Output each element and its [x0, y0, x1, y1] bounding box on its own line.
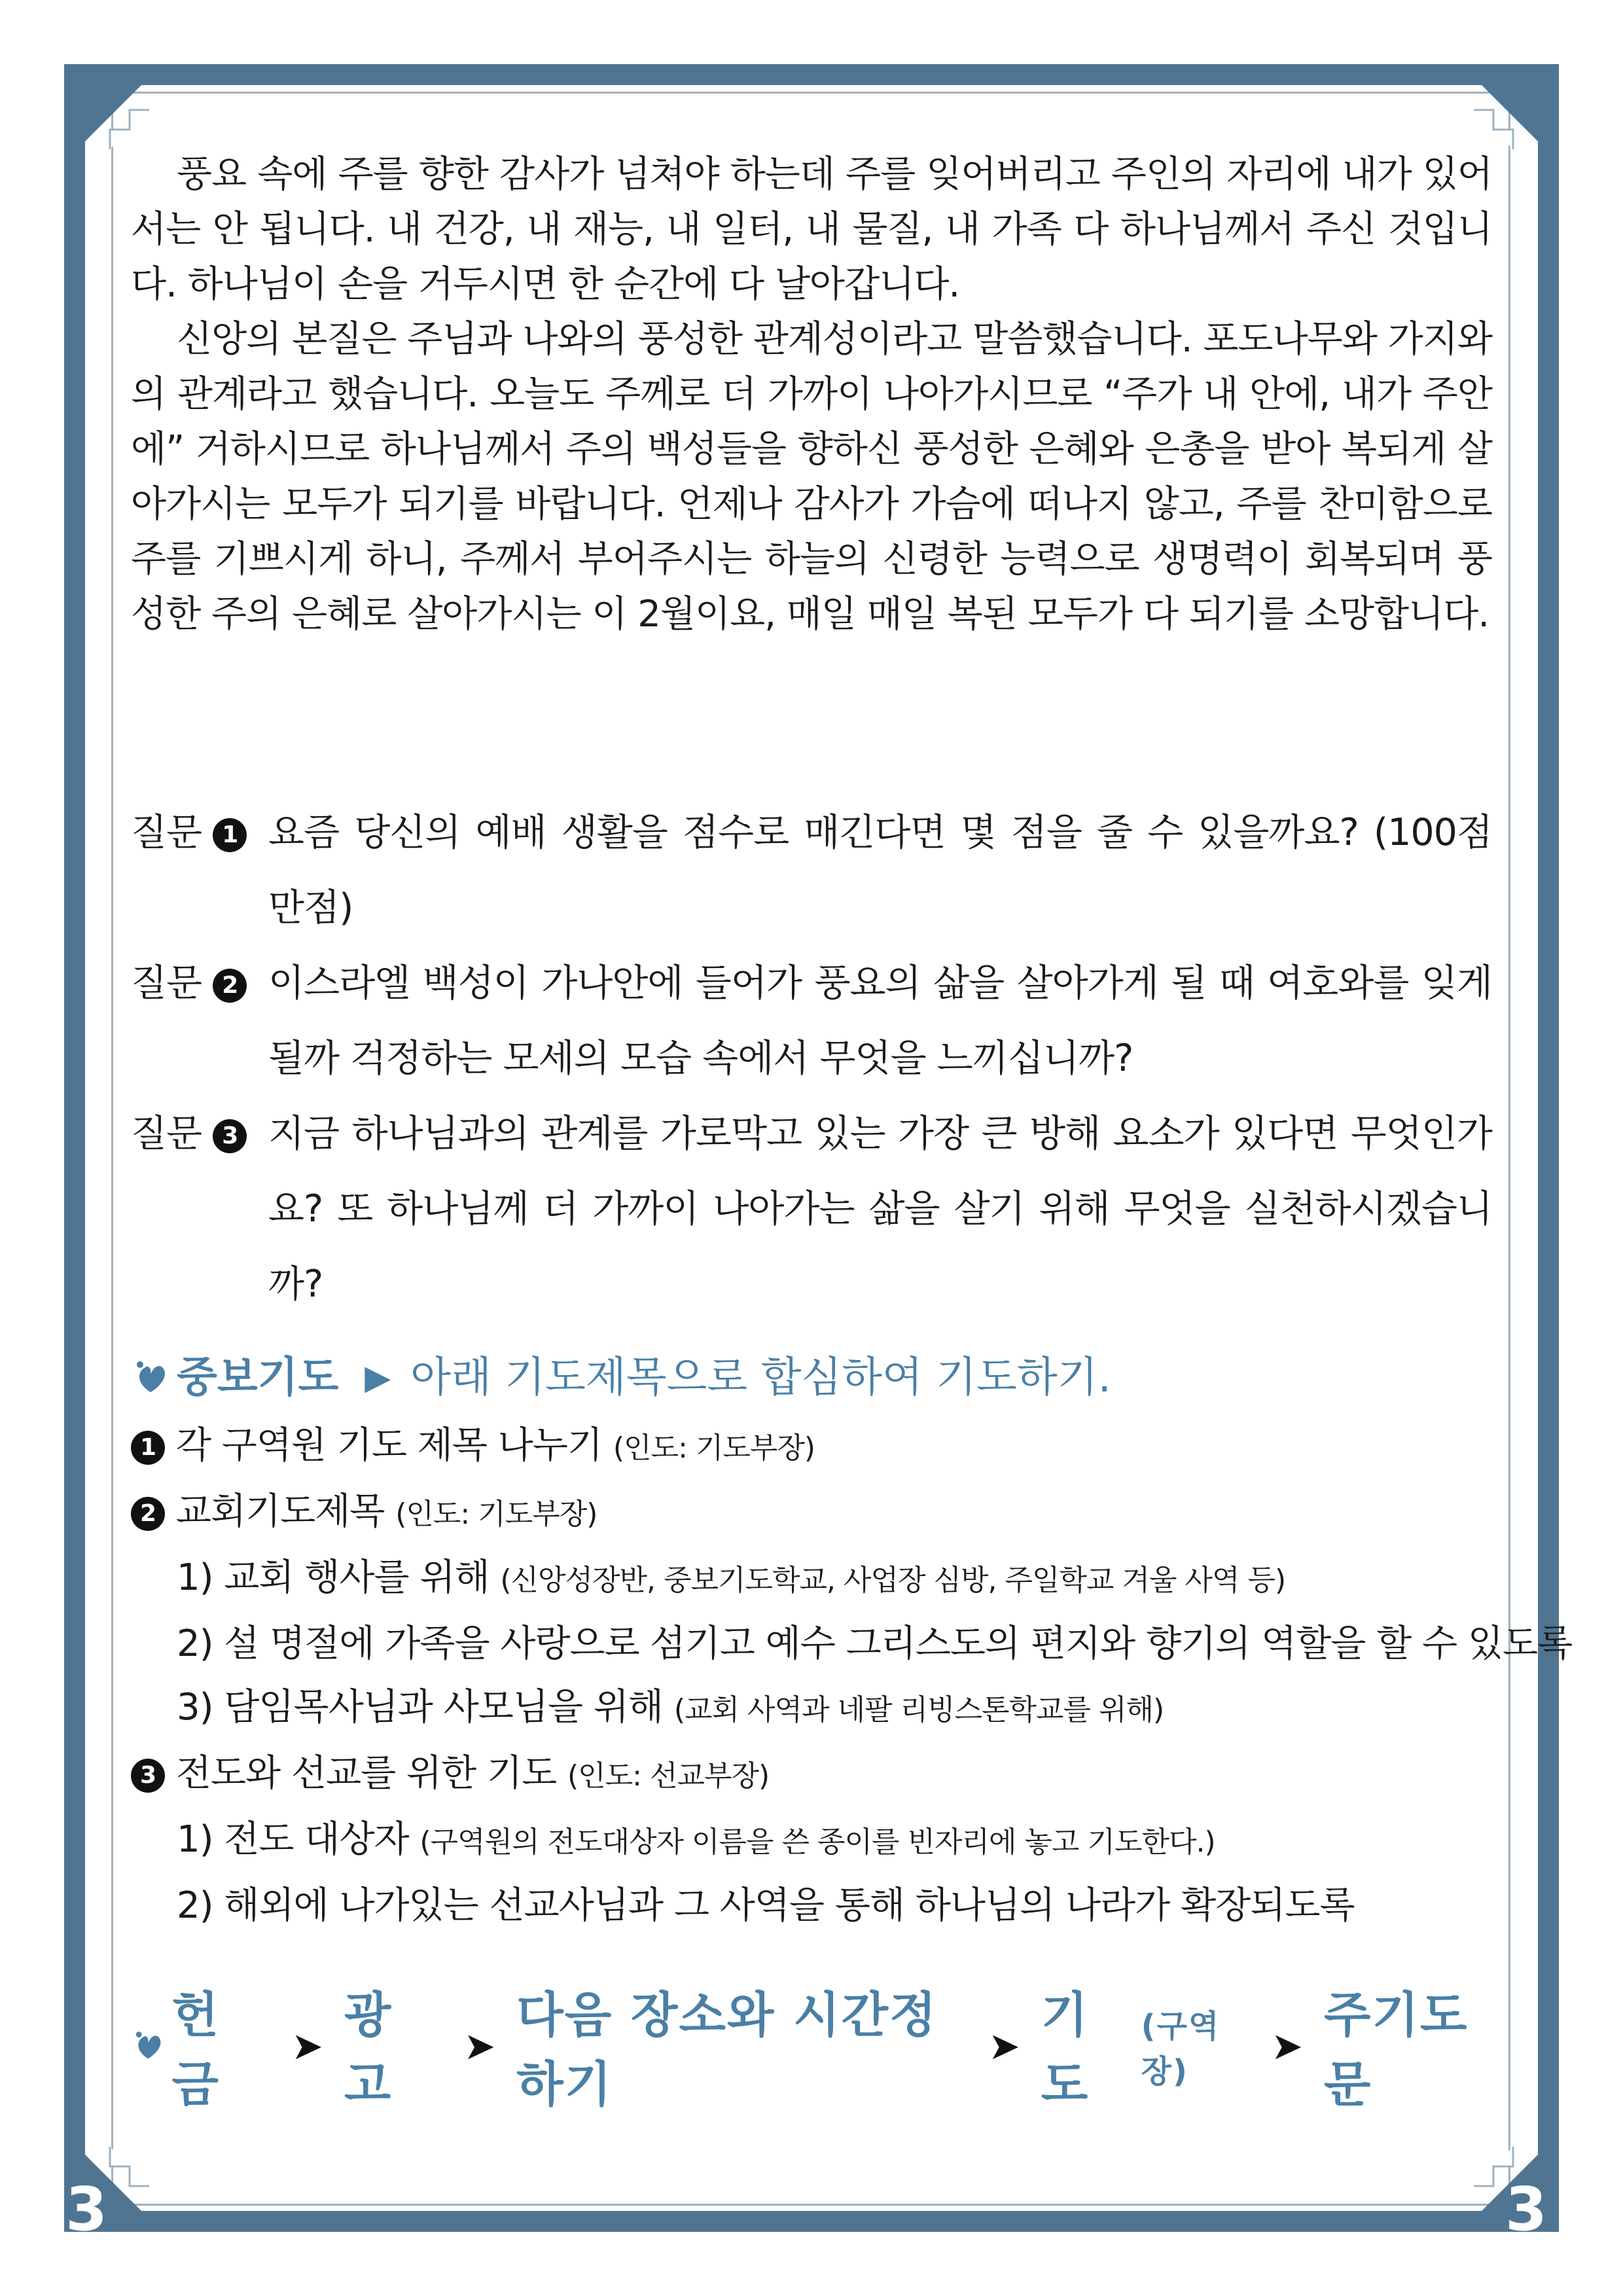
- arrow-right-icon: ➤: [1271, 2024, 1305, 2068]
- prayer-subitem: [131, 1874, 1492, 1937]
- prayer-subitem: [131, 1808, 1492, 1874]
- question-number: 1: [213, 818, 247, 852]
- paragraph: 풍요 속에 주를 향한 감사가 넘쳐야 하는데 주를 잊어버리고 주인의 자리에 내가 있어서는 안 됩니다. 내 건강, 내 재능, 내 일터, 내 물질, 내 가족 다 하나님께서 주신 것입니다. 하나님이 손을 거두시면 한 순간에 다 날아갑니다.: [131, 153, 1492, 306]
- question-label: 질문: [131, 811, 202, 854]
- prayer-subtitle: 아래 기도제목으로 합심하여 기도하기.: [410, 1354, 1111, 1402]
- prayer-text: 1) 전도 대상자: [177, 1818, 409, 1861]
- prayer-subitem: [131, 1676, 1492, 1742]
- sermon-text: [131, 147, 1492, 642]
- order-step: 기 도: [1041, 1987, 1090, 2113]
- prayer-text: 전도와 선교를 위한 기도: [175, 1752, 557, 1795]
- question-text: 지금 하나님과의 관계를 가로막고 있는 가장 큰 방해 요소가 있다면 무엇인가요? 또 하나님께 더 가까이 나아가는 삶을 살기 위해 무엇을 실천하시겠습니까?: [268, 1112, 1492, 1306]
- paragraph: 신앙의 본질은 주님과 나와의 풍성한 관계성이라고 말씀했습니다. 포도나무와 가지와의 관계라고 했습니다. 오늘도 주께로 더 가까이 나아가시므로 “주가 내 안에, 내가 주안에” 거하시므로 하나님께서 주의 백성들을 향하신 풍성한 은혜와 은총을 받아 복되게 살아가시는 모두가 되기를 바랍니다. 언제나 감사가 가슴에 떠나지 않고, 주를 찬미함으로 주를 기쁘시게 하니, 주께서 부어주시는 하늘의 신령한 능력으로 생명력이 회복되며 풍성한 주의 은혜로 살아가시는 이 2월이요, 매일 매일 복된 모두가 다 되기를 소망합니다.: [131, 318, 1492, 636]
- prayer-number: 1: [131, 1431, 165, 1465]
- prayer-subitem: [131, 1546, 1492, 1612]
- page-number-left: 3: [65, 2174, 108, 2244]
- prayer-note: (인도: 선교부장): [567, 1759, 770, 1793]
- question-number: 2: [213, 969, 247, 1003]
- prayer-note: (신앙성장반, 중보기도학교, 사업장 심방, 주일학교 겨울 사역 등): [500, 1564, 1286, 1597]
- prayer-note: (구역원의 전도대상자 이름을 쓴 종이를 빈자리에 놓고 기도한다.): [419, 1825, 1215, 1859]
- order-step: 주기도문: [1324, 1987, 1469, 2113]
- prayer-text: 2) 설 명절에 가족을 사랑으로 섬기고 예수 그리스도의 편지와 향기의 역할을 할 수 있도록: [177, 1623, 1573, 1665]
- arrow-right-icon: ➤: [463, 2024, 497, 2068]
- prayer-heading: 중보기도: [177, 1354, 339, 1402]
- question-list: [131, 795, 1492, 1322]
- question-text: 요즘 당신의 예배 생활을 점수로 매긴다면 몇 점을 줄 수 있을까요? (100점 만점): [268, 811, 1492, 929]
- prayer-section: [131, 1342, 1573, 1937]
- question-item: [131, 795, 1492, 946]
- question-item: [131, 946, 1492, 1096]
- prayer-item: [131, 1480, 1492, 1546]
- prayer-item: [131, 1414, 1492, 1480]
- order-step: 헌 금: [171, 1987, 220, 2113]
- prayer-text: 2) 해외에 나가있는 선교사님과 그 사역을 통해 하나님의 나라가 확장되도록: [177, 1884, 1355, 1927]
- question-label: 질문: [131, 1112, 202, 1155]
- leaf-icon: [131, 2026, 165, 2066]
- arrow-right-icon: ➤: [291, 2024, 325, 2068]
- prayer-note: (인도: 기도부장): [395, 1498, 597, 1531]
- prayer-note: (인도: 기도부장): [613, 1431, 815, 1465]
- arrow-right-icon: ➤: [988, 2024, 1022, 2068]
- prayer-number: 2: [131, 1497, 165, 1531]
- order-step: 다음 장소와 시간정하기: [516, 1987, 938, 2113]
- prayer-number: 3: [131, 1759, 165, 1793]
- triangle-right-icon: ▶: [365, 1358, 391, 1397]
- prayer-item: [131, 1742, 1492, 1808]
- prayer-subitem: [131, 1612, 1573, 1676]
- leaf-icon: [131, 1358, 170, 1397]
- prayer-note: (교회 사역과 네팔 리빙스톤학교를 위해): [673, 1693, 1164, 1727]
- page-number-right: 3: [1505, 2174, 1548, 2244]
- question-text: 이스라엘 백성이 가나안에 들어가 풍요의 삶을 살아가게 될 때 여호와를 잊게 될까 걱정하는 모세의 모습 속에서 무엇을 느끼십니까?: [268, 961, 1492, 1080]
- question-label: 질문: [131, 961, 202, 1005]
- prayer-text: 각 구역원 기도 제목 나누기: [175, 1424, 603, 1467]
- prayer-text: 1) 교회 행사를 위해: [177, 1556, 490, 1599]
- prayer-text: 교회기도제목: [175, 1490, 385, 1533]
- prayer-title: [131, 1342, 1492, 1414]
- meeting-order: [131, 1977, 1492, 2115]
- order-step: 광 고: [344, 1987, 393, 2113]
- prayer-text: 3) 담임목사님과 사모님을 위해: [177, 1686, 664, 1729]
- order-step-note: (구역장): [1141, 2008, 1221, 2090]
- question-number: 3: [213, 1119, 247, 1153]
- question-item: [131, 1096, 1492, 1322]
